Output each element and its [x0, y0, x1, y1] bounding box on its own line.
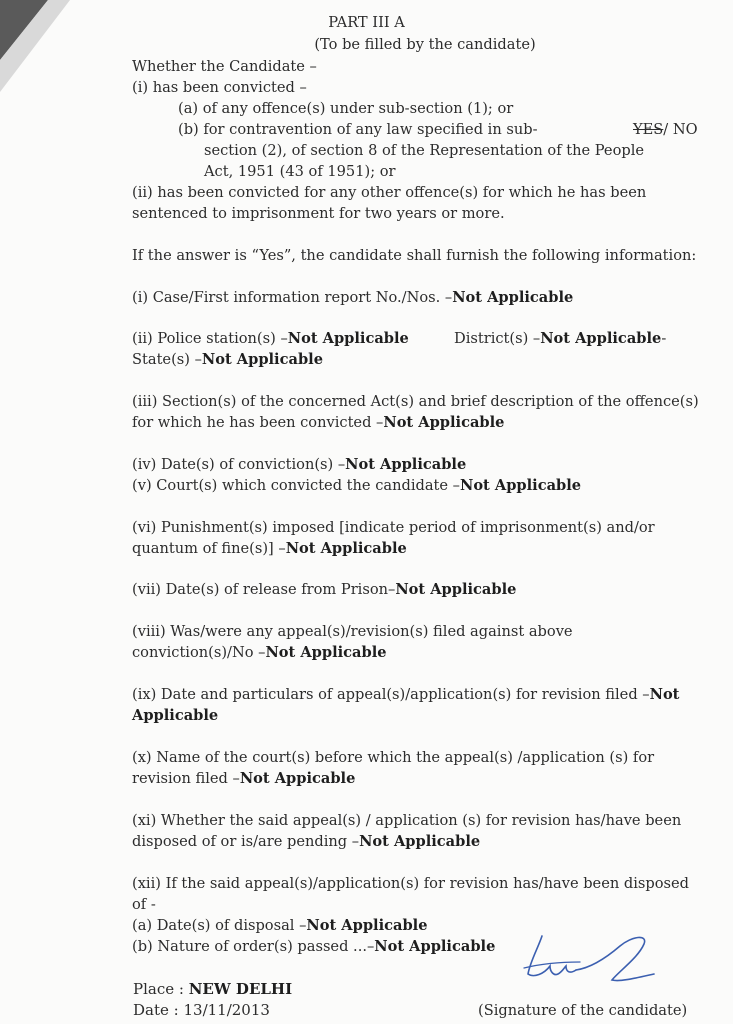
question-b-line2: section (2), of section 8 of the Representation of the People — [204, 142, 644, 159]
item-x-value: Not Appicable — [239, 770, 356, 787]
item-vii-value: Not Applicable — [395, 581, 517, 598]
item-v-value: Not Applicable — [459, 477, 582, 494]
item-xii-b-value: Not Applicable — [374, 938, 496, 955]
state-value: Not Applicable — [201, 351, 323, 368]
whether-heading: Whether the Candidate – — [132, 58, 317, 75]
item-state: State(s) –Not Applicable — [132, 351, 323, 368]
item-ii-value: Not Applicable — [287, 330, 409, 347]
item-xi: disposed of or is/are pending –Not Applicable — [132, 833, 481, 850]
answer-no: NO — [672, 121, 698, 138]
item-x-line1: (x) Name of the court(s) before which the appeal(s) /application (s) for — [132, 749, 655, 766]
place-line: Place : NEW DELHI — [133, 980, 293, 998]
item-iii-value: Not Applicable — [383, 414, 505, 431]
yes-no-answer: YES/ NO — [633, 121, 698, 138]
item-xii-line2: of - — [132, 896, 156, 913]
question-i: (i) has been convicted – — [132, 79, 307, 96]
place-value: NEW DELHI — [188, 980, 293, 998]
item-ix: (ix) Date and particulars of appeal(s)/application(s) for revision filed –Not — [132, 686, 680, 703]
item-ii: (ii) Police station(s) –Not Applicable — [132, 330, 409, 347]
item-vi-value: Not Applicable — [285, 540, 407, 557]
item-xii-a-value: Not Applicable — [306, 917, 428, 934]
item-iii-line1: (iii) Section(s) of the concerned Act(s) and brief description of the offence(s) — [132, 393, 699, 410]
item-ix-line2 — [132, 706, 218, 726]
item-xi-line1: (xi) Whether the said appeal(s) / application (s) for revision has/have been — [132, 812, 682, 829]
form-subtitle: (To be filled by the candidate) — [314, 36, 536, 53]
item-district: District(s) –Not Applicable- — [454, 330, 667, 347]
question-b-line1: (b) for contravention of any law specified in sub- — [178, 121, 538, 138]
item-xii-b: (b) Nature of order(s) passed ...–Not Applicable — [132, 938, 496, 955]
item-vii: (vii) Date(s) of release from Prison–Not Applicable — [132, 581, 517, 598]
item-v: (v) Court(s) which convicted the candidate –Not Applicable — [132, 477, 582, 494]
item-iv: (iv) Date(s) of conviction(s) –Not Applicable — [132, 456, 467, 473]
item-xi-value: Not Applicable — [359, 833, 481, 850]
item-xii-line1: (xii) If the said appeal(s)/application(s) for revision has/have been disposed — [132, 875, 689, 892]
item-viii-line1: (viii) Was/were any appeal(s)/revision(s) filed against above — [132, 623, 573, 640]
signature-caption: (Signature of the candidate) — [478, 1002, 688, 1019]
question-ii-line1: (ii) has been convicted for any other offence(s) for which he has been — [132, 184, 647, 201]
item-viii-value: Not Applicable — [265, 644, 387, 661]
answer-yes-struck: YES — [633, 121, 664, 138]
item-vi-line1: (vi) Punishment(s) imposed [indicate period of imprisonment(s) and/or — [132, 519, 655, 536]
date-value: 13/11/2013 — [183, 1001, 270, 1019]
district-value: Not Applicable — [540, 330, 662, 347]
question-b-line3: Act, 1951 (43 of 1951); or — [204, 163, 396, 180]
question-ii-line2: sentenced to imprisonment for two years or more. — [132, 205, 505, 222]
item-viii: conviction(s)/No –Not Applicable — [132, 644, 387, 661]
item-x: revision filed –Not Appicable — [132, 770, 356, 787]
instruction: If the answer is “Yes”, the candidate shall furnish the following information: — [132, 247, 697, 264]
item-iv-value: Not Applicable — [345, 456, 467, 473]
item-i: (i) Case/First information report No./Nos. –Not Applicable — [132, 289, 574, 306]
item-ix-value-part2: Applicable — [132, 707, 219, 724]
item-vi: quantum of fine(s)] –Not Applicable — [132, 540, 407, 557]
date-line: Date : 13/11/2013 — [133, 1001, 270, 1019]
form-title: PART III A — [328, 14, 405, 31]
question-a: (a) of any offence(s) under sub-section (1); or — [178, 100, 514, 117]
item-ix-value-part1: Not — [649, 686, 680, 703]
candidate-signature — [520, 928, 660, 988]
item-xii-a: (a) Date(s) of disposal –Not Applicable — [132, 917, 428, 934]
item-iii: for which he has been convicted –Not Applicable — [132, 414, 505, 431]
item-i-value: Not Applicable — [452, 289, 574, 306]
